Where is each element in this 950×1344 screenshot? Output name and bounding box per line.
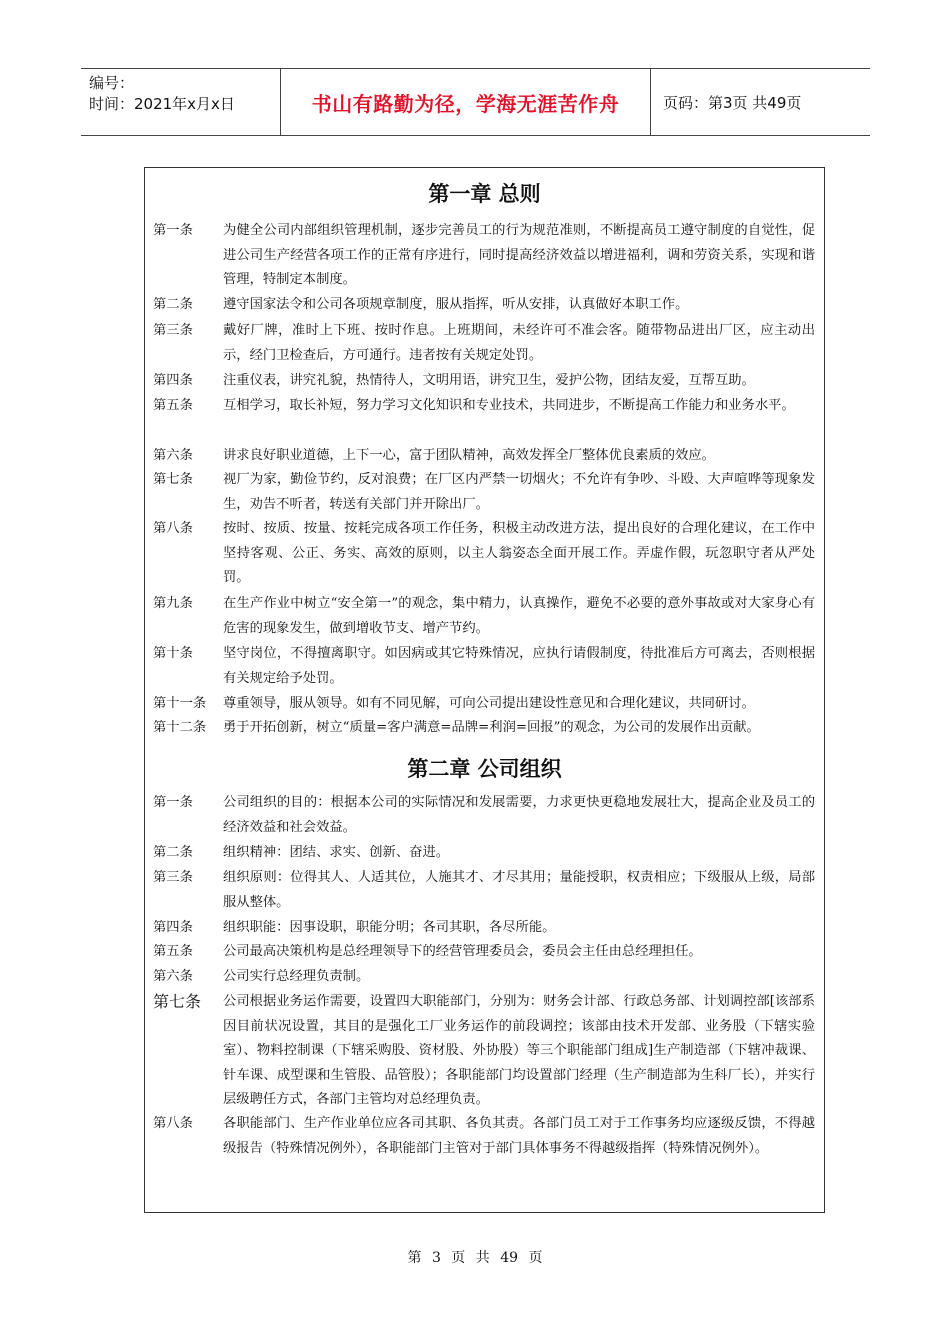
document-number-label: 编号： <box>89 74 135 92</box>
article-number: 第五条 <box>153 944 193 959</box>
ch1-article-6 <box>153 444 815 469</box>
ch2-article-2 <box>153 841 815 866</box>
article-text: 戴好厂牌，准时上下班、按时作息。上班期间，未经许可不准会客。随带物品进出厂区，应主动出示，经门卫检查后，方可通行。违者按有关规定处罚。 <box>223 323 815 363</box>
ch1-article-9 <box>153 592 815 641</box>
article-number: 第八条 <box>153 1116 193 1131</box>
ch1-article-3 <box>153 319 815 368</box>
article-number: 第六条 <box>153 448 193 463</box>
ch1-article-10 <box>153 642 815 691</box>
article-number: 第五条 <box>153 398 193 413</box>
ch1-article-7 <box>153 468 815 517</box>
article-text: 按时、按质、按量、按耗完成各项工作任务，积极主动改进方法，提出良好的合理化建议，在工作中坚持客观、公正、务实、高效的原则，以主人翁姿态全面开展工作。弄虚作假，玩忽职守者从严处罚。 <box>223 521 815 585</box>
document-time-label: 时间：2021年x月x日 <box>89 95 235 113</box>
article-number: 第十二条 <box>153 720 207 735</box>
article-text: 组织精神：团结、求实、创新、奋进。 <box>223 845 450 860</box>
article-number: 第四条 <box>153 373 193 388</box>
chapter-1-title: 第一章 总则 <box>428 182 541 206</box>
ch2-article-5 <box>153 940 815 965</box>
article-text: 互相学习，取长补短，努力学习文化知识和专业技术，共同进步，不断提高工作能力和业务水平。 <box>223 398 795 413</box>
article-text: 坚守岗位，不得擅离职守。如因病或其它特殊情况，应执行请假制度，待批准后方可离去，否则根据有关规定给予处罚。 <box>223 646 815 686</box>
article-text: 公司组织的目的：根据本公司的实际情况和发展需要，力求更快更稳地发展壮大，提高企业及员工的经济效益和社会效益。 <box>223 795 815 835</box>
ch1-article-2 <box>153 293 815 318</box>
article-number: 第三条 <box>153 323 193 338</box>
article-number: 第四条 <box>153 920 193 935</box>
article-number: 第一条 <box>153 795 193 810</box>
ch1-article-11 <box>153 692 815 717</box>
article-text: 公司根据业务运作需要，设置四大职能部门，分别为：财务会计部、行政总务部、计划调控部[该部系因目前状况设置，其目的是强化工厂业务运作的前段调控；该部由技术开发部、业务股（下辖实验室）、物料控制课（下辖采购股、资材股、外协股）等三个职能部门组成]生产制造部（下辖冲裁课、针车课、成型课和生管股、品管股）；各职能部门均设置部门经理（生产制造部为生科厂长），并实行层级聘任方式，各部门主管均对总经理负责。 <box>223 994 815 1107</box>
header-page-label: 页码：第3页 共49页 <box>663 93 802 112</box>
article-text: 公司最高决策机构是总经理领导下的经营管理委员会，委员会主任由总经理担任。 <box>223 944 702 959</box>
article-number: 第九条 <box>153 596 193 611</box>
ch2-article-3 <box>153 866 815 915</box>
article-text: 公司实行总经理负责制。 <box>223 969 370 984</box>
ch1-article-5 <box>153 394 815 419</box>
ch2-article-4 <box>153 916 815 941</box>
article-number: 第一条 <box>153 223 193 238</box>
article-number: 第十条 <box>153 646 193 661</box>
article-text: 各职能部门、生产作业单位应各司其职、各负其责。各部门员工对于工作事务均应逐级反馈，不得越级报告（特殊情况例外），各职能部门主管对于部门具体事务不得越级指挥（特殊情况例外）。 <box>223 1116 815 1156</box>
page-footer: 第 3 页 共 49 页 <box>407 1250 543 1266</box>
ch1-article-8 <box>153 517 815 591</box>
article-number: 第二条 <box>153 297 193 312</box>
article-number: 第十一条 <box>153 696 207 711</box>
article-number: 第二条 <box>153 845 193 860</box>
article-number: 第三条 <box>153 870 193 885</box>
article-text: 为健全公司内部组织管理机制，逐步完善员工的行为规范准则，不断提高员工遵守制度的自觉性，促进公司生产经营各项工作的正常有序进行，同时提高经济效益以增进福利，调和劳资关系，实现和谐管理，特制定本制度。 <box>223 223 815 287</box>
header-meta <box>81 69 281 135</box>
article-text: 讲求良好职业道德，上下一心，富于团队精神，高效发挥全厂整体优良素质的效应。 <box>223 448 715 463</box>
article-text: 尊重领导，服从领导。如有不同见解，可向公司提出建设性意见和合理化建议，共同研讨。 <box>223 696 755 711</box>
article-number: 第七条 <box>153 992 202 1011</box>
article-text: 在生产作业中树立“安全第一”的观念，集中精力，认真操作，避免不必要的意外事故或对大家身心有危害的现象发生，做到增收节支、增产节约。 <box>223 596 815 636</box>
header-page-info <box>651 69 870 135</box>
ch1-article-4 <box>153 369 815 394</box>
article-number: 第七条 <box>153 472 193 487</box>
ch2-article-8 <box>153 1112 815 1161</box>
article-text: 组织原则：位得其人、人适其位，人施其才、才尽其用；量能授职，权责相应；下级服从上级，局部服从整体。 <box>223 870 815 910</box>
document-body <box>144 167 825 1213</box>
article-text: 视厂为家，勤俭节约，反对浪费；在厂区内严禁一切烟火；不允许有争吵、斗殴、大声喧哗等现象发生，劝告不听者，转送有关部门并开除出厂。 <box>223 472 815 512</box>
page-header <box>81 68 870 136</box>
ch2-article-6 <box>153 965 815 990</box>
ch1-article-12 <box>153 716 815 741</box>
article-text: 勇于开拓创新，树立“质量=客户满意=品牌=利润=回报”的观念，为公司的发展作出贡献。 <box>223 720 760 735</box>
article-number: 第八条 <box>153 521 193 536</box>
article-text: 注重仪表，讲究礼貌，热情待人，文明用语，讲究卫生，爱护公物，团结友爱，互帮互助。 <box>223 373 755 388</box>
header-motto-cell <box>281 69 651 135</box>
ch2-article-7 <box>153 990 815 1113</box>
article-text: 组织职能：因事设职，职能分明；各司其职，各尽所能。 <box>223 920 556 935</box>
article-text: 遵守国家法令和公司各项规章制度，服从指挥，听从安排，认真做好本职工作。 <box>223 297 689 312</box>
ch2-article-1 <box>153 791 815 840</box>
chapter-2-title: 第二章 公司组织 <box>407 757 562 781</box>
article-number: 第六条 <box>153 969 193 984</box>
header-motto: 书山有路勤为径，学海无涯苦作舟 <box>311 91 620 116</box>
ch1-article-1 <box>153 219 815 293</box>
